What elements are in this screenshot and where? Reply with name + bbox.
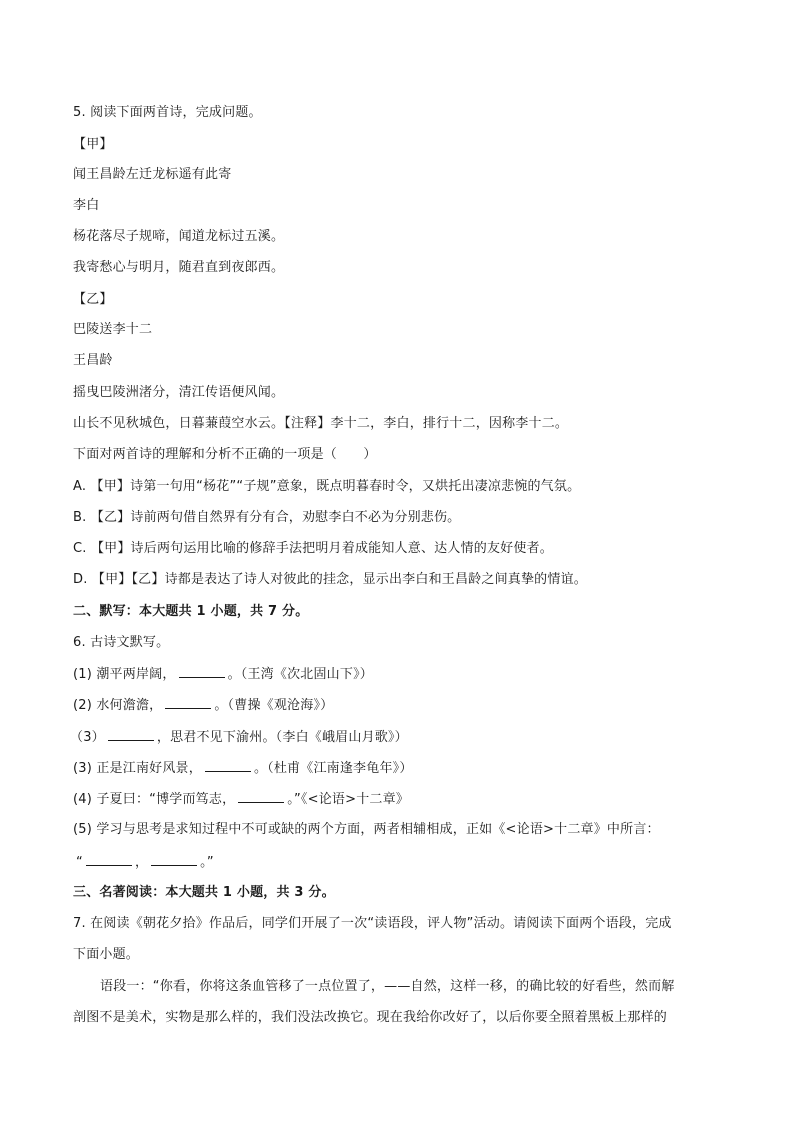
- option-b[interactable]: B. 【乙】诗前两句借自然界有分有合，劝慰李白不必为分别悲伤。: [73, 510, 461, 525]
- dictation-item-2: [73, 696, 754, 715]
- dictation-item-4: [73, 790, 754, 809]
- dictation-item-2-text: (2) 水何澹澹，: [73, 698, 163, 713]
- dictation-blank-3a[interactable]: [108, 728, 154, 741]
- dictation-item-3a-text: ，思君不见下渝州。（李白《峨眉山月歌》）: [156, 730, 408, 745]
- option-a[interactable]: A. 【甲】诗第一句用“杨花”“子规”意象，既点明暮春时令，又烘托出凄凉悲惋的气氛。: [73, 479, 581, 494]
- option-d[interactable]: D. 【甲】【乙】诗都是表达了诗人对彼此的挂念，显示出李白和王昌龄之间真挚的情谊。: [73, 572, 587, 587]
- dictation-item-1-source: 。（王湾《次北固山下》）: [227, 667, 373, 682]
- question-7-prompt-2: 下面小题。: [73, 947, 140, 962]
- dictation-item-3a-label: （3）: [70, 730, 105, 745]
- passage-1-line-1: 语段一：“你看，你将这条血管移了一点位置了，——自然，这样一移，的确比较的好看些，然而解: [100, 979, 675, 994]
- poem-b-author: 王昌龄: [73, 353, 113, 368]
- dictation-item-4-text: (4) 子夏曰：“博学而笃志，: [73, 792, 236, 807]
- poem-b-line-1: 摇曳巴陵洲渚分，清江传语便风闻。: [73, 385, 285, 400]
- dictation-item-5-text: (5) 学习与思考是求知过程中不可或缺的两个方面，两者相辅相成，正如《<论语>十二章》中所言：: [73, 822, 660, 837]
- close-quote: 。”: [200, 855, 214, 870]
- question-6-prompt: 6. 古诗文默写。: [73, 635, 170, 650]
- dictation-blank-1[interactable]: [179, 665, 225, 678]
- poem-a-line-1: 杨花落尽子规啼，闻道龙标过五溪。: [73, 229, 285, 244]
- dictation-item-4-source: 。”《<论语>十二章》: [287, 792, 410, 807]
- poem-b-marker: 【乙】: [73, 292, 113, 307]
- poem-a-line-2: 我寄愁心与明月，随君直到夜郎西。: [73, 260, 285, 275]
- dictation-blank-2[interactable]: [165, 696, 211, 709]
- dictation-blank-5a[interactable]: [86, 853, 132, 866]
- poem-b-title: 巴陵送李十二: [73, 322, 153, 337]
- open-quote: “: [76, 855, 83, 870]
- section-2-heading: 二、默写：本大题共 1 小题，共 7 分。: [73, 604, 309, 619]
- dictation-item-3b: [73, 759, 754, 778]
- dictation-item-2-source: 。（曹操《观沧海》）: [214, 698, 334, 713]
- dictation-item-3a: [70, 728, 754, 747]
- poem-a-author: 李白: [73, 198, 100, 213]
- dictation-item-1-text: (1) 潮平两岸阔，: [73, 667, 176, 682]
- section-3-heading: 三、名著阅读：本大题共 1 小题，共 3 分。: [73, 885, 335, 900]
- dictation-item-3b-source: 。（杜甫《江南逢李龟年》）: [253, 761, 413, 776]
- dictation-blank-3b[interactable]: [205, 759, 251, 772]
- option-c[interactable]: C. 【甲】诗后两句运用比喻的修辞手法把明月着成能知人意、达人情的友好使者。: [73, 541, 553, 556]
- poem-a-title: 闻王昌龄左迁龙标遥有此寄: [73, 167, 232, 182]
- comma: ，: [134, 855, 149, 870]
- dictation-item-1: [73, 665, 754, 684]
- dictation-blank-5b[interactable]: [151, 853, 197, 866]
- dictation-blank-4[interactable]: [238, 790, 284, 803]
- question-5-prompt: 5. 阅读下面两首诗，完成问题。: [73, 105, 262, 120]
- poem-a-marker: 【甲】: [73, 137, 113, 152]
- question-7-prompt-1: 7. 在阅读《朝花夕拾》作品后，同学们开展了一次“读语段，评人物”活动。请阅读下面两个语段，完成: [73, 916, 672, 931]
- question-5-stem: 下面对两首诗的理解和分析不正确的一项是（ ）: [73, 447, 377, 462]
- dictation-item-3b-text: (3) 正是江南好风景，: [73, 761, 202, 776]
- poem-b-line-2-with-note: 山长不见秋城色，日暮蒹葭空水云。【注释】李十二，李白，排行十二，因称李十二。: [73, 416, 569, 431]
- dictation-item-5-blanks: [76, 853, 754, 872]
- passage-1-line-2: 剖图不是美术，实物是那么样的，我们没法改换它。现在我给你改好了，以后你要全照着黑板上那样的: [73, 1010, 668, 1025]
